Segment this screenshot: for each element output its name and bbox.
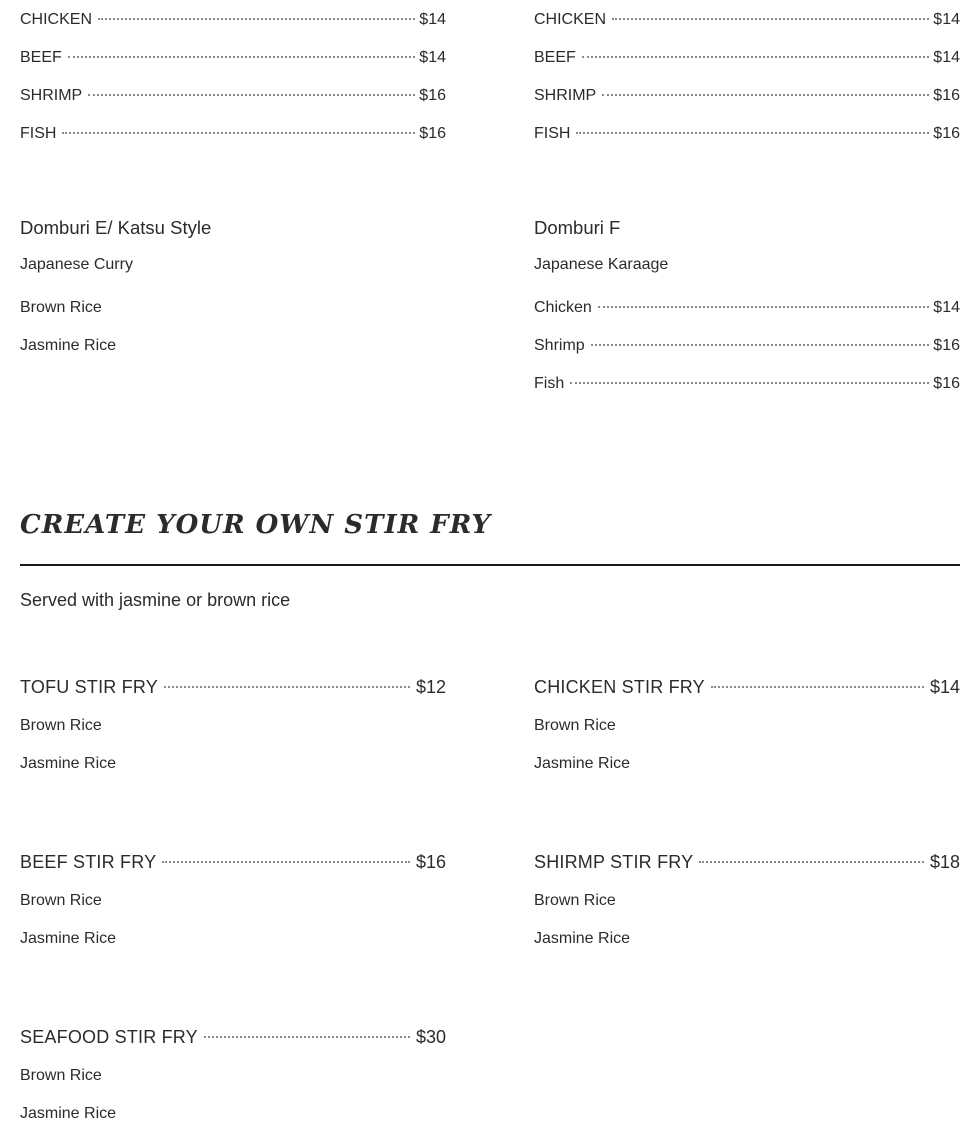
dish-subtitle: Japanese Curry [20, 256, 133, 273]
dot-leader [602, 94, 929, 96]
item-name: FISH [534, 125, 571, 142]
stir-fry-item-chicken [534, 667, 960, 783]
stir-fry-item-shrimp [534, 842, 960, 958]
item-header [20, 1017, 446, 1057]
item-name: CHICKEN [534, 11, 607, 28]
dot-leader [612, 18, 929, 20]
menu-item [534, 327, 960, 365]
dot-leader [88, 94, 415, 96]
domburi-e-section [20, 209, 446, 365]
item-name: SHRIMP [20, 87, 83, 104]
item-header [20, 842, 446, 882]
item-name: FISH [20, 125, 57, 142]
item-price: $14 [419, 49, 446, 66]
stir-fry-item-tofu [20, 667, 446, 783]
menu-item [20, 39, 446, 77]
menu-item [20, 77, 446, 115]
item-name: BEEF [20, 49, 62, 66]
item-name: SEAFOOD STIR FRY [20, 1027, 198, 1047]
top-price-list-right [534, 1, 960, 153]
rice-option: Brown Rice [20, 299, 102, 316]
item-price: $14 [933, 299, 960, 316]
rice-option: Jasmine Rice [534, 930, 631, 947]
item-header [534, 667, 960, 707]
menu-item [534, 115, 960, 153]
dish-title: Domburi E/ Katsu Style [20, 217, 212, 238]
dot-leader [582, 56, 930, 58]
item-name: Shrimp [534, 337, 585, 354]
item-price: $16 [933, 375, 960, 392]
menu-item [534, 39, 960, 77]
menu-item [534, 365, 960, 403]
item-price: $30 [415, 1027, 446, 1047]
dot-leader [699, 861, 924, 863]
dot-leader [711, 686, 924, 688]
menu-item [534, 77, 960, 115]
item-price: $14 [419, 11, 446, 28]
rice-option: Jasmine Rice [20, 930, 117, 947]
item-name: SHRIMP [534, 87, 597, 104]
rice-option: Jasmine Rice [20, 1105, 117, 1122]
dot-leader [62, 132, 415, 134]
stir-fry-item-beef [20, 842, 446, 958]
menu-item [20, 115, 446, 153]
item-name: BEEF [534, 49, 576, 66]
item-name: Chicken [534, 299, 592, 316]
dot-leader [591, 344, 930, 346]
rice-option: Jasmine Rice [534, 755, 631, 772]
dish-title: Domburi F [534, 217, 621, 238]
item-price: $18 [929, 852, 960, 872]
item-name: TOFU STIR FRY [20, 677, 158, 697]
rice-option: Brown Rice [534, 717, 616, 734]
dot-leader [576, 132, 929, 134]
item-name: CHICKEN [20, 11, 93, 28]
section-divider [20, 564, 960, 566]
item-name: Fish [534, 375, 565, 392]
menu-item [534, 1, 960, 39]
item-price: $16 [415, 852, 446, 872]
rice-option: Brown Rice [20, 892, 102, 909]
item-header [20, 667, 446, 707]
section-title: CREATE YOUR OWN STIR FRY [20, 510, 492, 540]
rice-option: Brown Rice [20, 1067, 102, 1084]
item-price: $16 [933, 337, 960, 354]
rice-option: Jasmine Rice [20, 337, 117, 354]
item-price: $14 [933, 11, 960, 28]
section-subtitle: Served with jasmine or brown rice [20, 590, 291, 610]
item-name: SHIRMP STIR FRY [534, 852, 694, 872]
dot-leader [570, 382, 929, 384]
item-price: $16 [933, 87, 960, 104]
menu-item [20, 1, 446, 39]
item-price: $14 [933, 49, 960, 66]
item-price: $16 [933, 125, 960, 142]
item-price: $16 [419, 87, 446, 104]
item-price: $12 [415, 677, 446, 697]
rice-option: Brown Rice [534, 892, 616, 909]
item-price: $14 [929, 677, 960, 697]
item-price: $16 [419, 125, 446, 142]
stir-fry-item-seafood [20, 1017, 446, 1133]
item-name: CHICKEN STIR FRY [534, 677, 705, 697]
dot-leader [162, 861, 410, 863]
dot-leader [164, 686, 410, 688]
dot-leader [204, 1036, 410, 1038]
top-price-list-left [20, 1, 446, 153]
rice-option: Jasmine Rice [20, 755, 117, 772]
domburi-f-section [534, 209, 960, 403]
dot-leader [598, 306, 929, 308]
dish-subtitle: Japanese Karaage [534, 256, 669, 273]
dot-leader [68, 56, 416, 58]
rice-option: Brown Rice [20, 717, 102, 734]
dot-leader [98, 18, 415, 20]
item-name: BEEF STIR FRY [20, 852, 157, 872]
menu-item [534, 289, 960, 327]
item-header [534, 842, 960, 882]
